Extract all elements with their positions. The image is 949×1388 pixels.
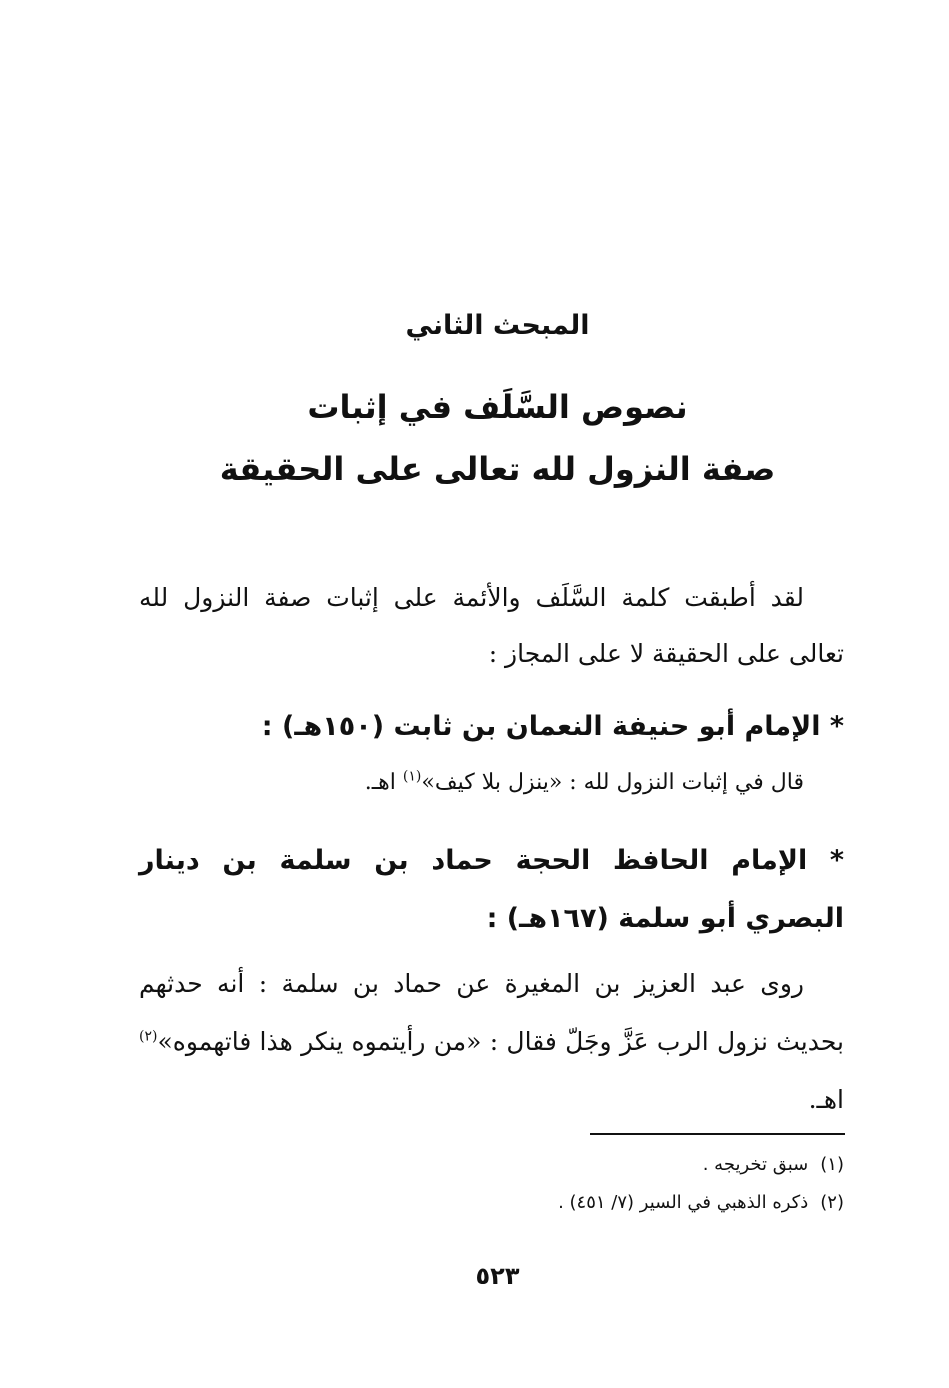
abu-hanifa-quote-end: اهـ. xyxy=(364,770,403,795)
hammad-narration-text: روى عبد العزيز بن المغيرة عن حماد بن سلمة : أنه حدثهم بحديث نزول الرب عَزَّ وجَلّ فقال : «من رأيتموه ينكر هذا فاتهموه» xyxy=(139,969,844,1056)
footnote-separator xyxy=(590,1133,845,1135)
chapter-title-line-1: نصوص السَّلَف في إثبات xyxy=(307,388,688,426)
footnote-ref-1: (١) xyxy=(402,768,422,785)
abu-hanifa-quote-text: قال في إثبات النزول لله : «ينزل بلا كيف» xyxy=(421,770,804,795)
section-heading-abu-hanifa: * الإمام أبو حنيفة النعمان بن ثابت (١٥٠هـ) : xyxy=(261,711,844,742)
hammad-narration xyxy=(139,955,844,1129)
hammad-narration-end: اهـ. xyxy=(808,1085,844,1114)
footnotes xyxy=(139,1146,844,1222)
abu-hanifa-quote xyxy=(139,763,844,803)
chapter-label: المبحث الثاني xyxy=(405,310,590,341)
footnote-1 xyxy=(139,1146,844,1184)
footnote-2-text: ذكره الذهبي في السير (٧/ ٤٥١) . xyxy=(558,1192,809,1213)
page-number: ٥٢٣ xyxy=(475,1262,520,1290)
footnote-2 xyxy=(139,1184,844,1222)
section-heading-hammad: * الإمام الحافظ الحجة حماد بن سلمة بن دينار البصري أبو سلمة (١٦٧هـ) : xyxy=(139,845,844,934)
footnote-1-number: (١) xyxy=(820,1154,844,1175)
footnote-ref-2: (٢) xyxy=(139,1028,158,1045)
chapter-title-line-2: صفة النزول لله تعالى على الحقيقة xyxy=(219,450,776,488)
footnote-1-text: سبق تخريجه . xyxy=(702,1154,809,1175)
intro-paragraph: لقد أطبقت كلمة السَّلَف والأئمة على إثبات صفة النزول لله تعالى على الحقيقة لا على المجاز : xyxy=(139,583,844,668)
footnote-2-number: (٢) xyxy=(820,1192,844,1213)
